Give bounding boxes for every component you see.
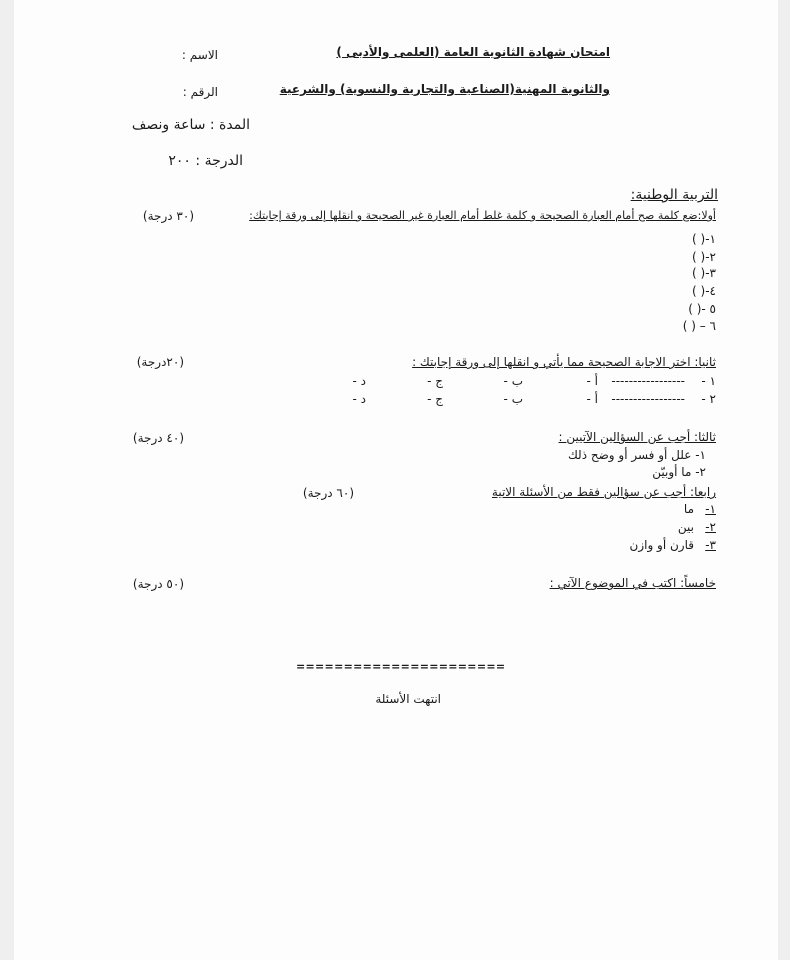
q1-item: ٢-( )	[692, 250, 716, 264]
q2-option-b: ب -	[503, 392, 523, 406]
q1-item: ٣-( )	[692, 266, 716, 280]
q2-option-c: ج -	[427, 374, 443, 388]
q4-item-number: ١-	[705, 502, 716, 516]
q2-option-b: ب -	[503, 374, 523, 388]
q2-row-number: ١ -	[701, 374, 716, 388]
grade-label: الدرجة : ٢٠٠	[168, 153, 243, 169]
duration-label: المدة : ساعة ونصف	[131, 117, 250, 133]
q1-item: ١-( )	[692, 232, 716, 246]
exam-title-line2: والثانوية المهنية(الصناعية والتجارية والنسوية) والشرعية	[279, 82, 610, 96]
q4-item-text: بين	[677, 520, 694, 534]
q4-item-number: ٢-	[705, 520, 716, 534]
q4-item-number: ٣-	[705, 538, 716, 552]
q2-option-d: د -	[352, 374, 366, 388]
q2-option-a: أ -	[586, 374, 598, 388]
q1-marks: (٣٠ درجة)	[142, 209, 194, 223]
exam-title-line1: امتحان شهادة الثانوية العامة (العلمى والأدبى )	[336, 45, 610, 59]
q2-row-stem: -----------------	[611, 392, 685, 406]
name-label: الاسم :	[181, 48, 218, 62]
q1-item: ٤-( )	[692, 284, 716, 298]
q3-marks: (٤٠ درجة)	[132, 431, 184, 445]
subject-title: التربية الوطنية:	[630, 187, 718, 203]
q2-instruction: ثانيا: اختر الاجابة الصحيحة مما يأتي و انقلها إلى ورقة إجابتك :	[412, 355, 716, 369]
q2-row-stem: -----------------	[611, 374, 685, 388]
q3-item: ١- علل أو فسر أو وضح ذلك	[567, 448, 706, 462]
q3-item: ٢- ما أوبيّن	[652, 465, 706, 479]
number-label: الرقم :	[182, 85, 218, 99]
exam-paper	[14, 0, 778, 960]
q1-item: ٥ -( )	[688, 302, 716, 316]
q4-item-text: ما	[683, 502, 694, 516]
q2-option-d: د -	[352, 392, 366, 406]
q3-instruction: ثالثا: أجب عن السؤالين الآتيين :	[558, 430, 716, 444]
q2-marks: (٢٠درجة)	[136, 355, 184, 369]
q4-instruction: رابعا: أجب عن سؤالين فقط من الأسئلة الاتية	[491, 485, 716, 499]
q1-instruction: أولا:ضع كلمة صح أمام العبارة الصحيحة و كلمة غلط أمام العبارة غير الصحيحة و انقلها إلى ورقة إجابتك:	[249, 209, 716, 222]
q4-item-text: قارن أو وازن	[629, 538, 694, 552]
q2-option-a: أ -	[586, 392, 598, 406]
q1-item: ٦ – ( )	[682, 319, 716, 333]
q2-option-c: ج -	[427, 392, 443, 406]
q5-marks: (٥٠ درجة)	[132, 577, 184, 591]
q2-row-number: ٢ -	[701, 392, 716, 406]
q5-instruction: خامساً: اكتب في الموضوع الآتي :	[549, 576, 716, 590]
q4-marks: (٦٠ درجة)	[302, 486, 354, 500]
end-of-questions: انتهت الأسئلة	[375, 692, 441, 706]
end-separator: ======================	[296, 660, 506, 673]
